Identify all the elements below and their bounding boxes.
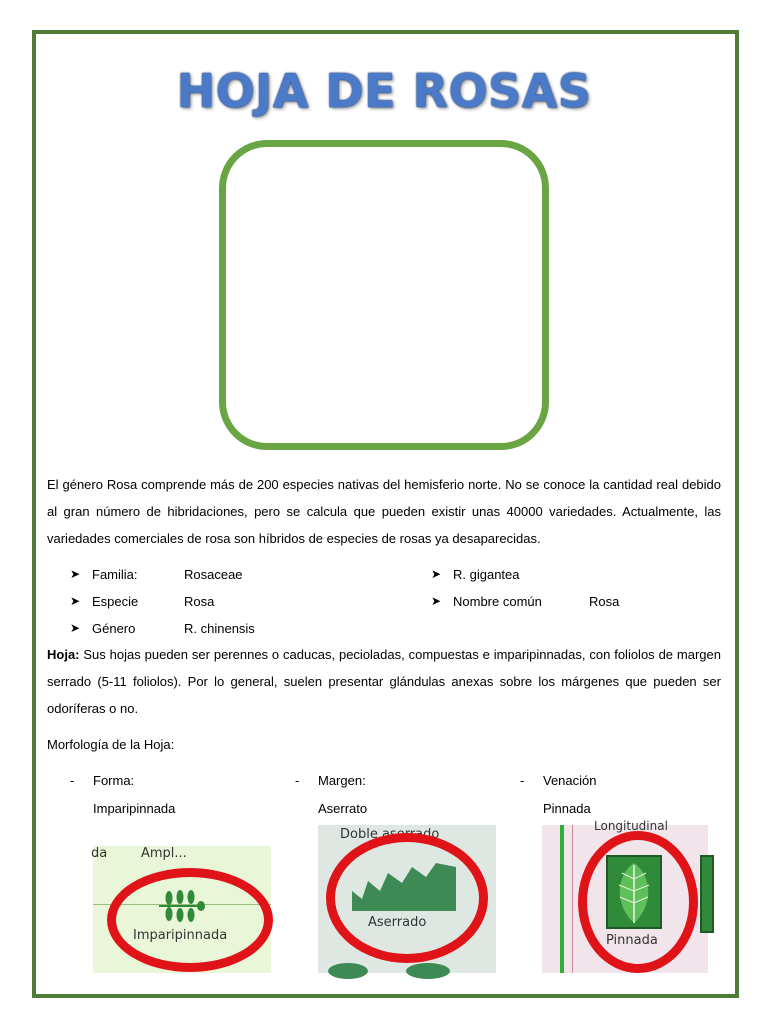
image-caption: Aserrado	[368, 915, 427, 930]
image-caption: Pinnada	[606, 933, 658, 948]
taxonomy-value: R. chinensis	[184, 621, 255, 636]
image-top-text: Ampl...	[141, 846, 187, 861]
dash-bullet: -	[520, 773, 525, 788]
leaf-label: Hoja:	[47, 647, 80, 662]
taxonomy-label: Especie	[92, 594, 139, 609]
leaf-margin-image	[318, 825, 496, 973]
taxonomy-item-gigantea	[431, 561, 619, 588]
arrow-bullet-icon: ➤	[70, 621, 81, 635]
taxonomy-item-especie	[70, 588, 255, 615]
page-title: HOJA DE ROSAS	[176, 64, 592, 118]
leaf-shape-image	[93, 846, 271, 973]
partial-leaf-icon	[700, 855, 714, 933]
dash-bullet: -	[70, 773, 75, 788]
taxonomy-label: Nombre común	[453, 594, 542, 609]
taxonomy-item-nombre-comun	[431, 588, 619, 615]
morphology-label: Margen:	[318, 773, 366, 788]
taxonomy-item-familia	[70, 561, 255, 588]
morphology-label: Forma:	[93, 773, 135, 788]
taxonomy-list-left	[70, 561, 255, 642]
taxonomy-label: R. gigantea	[453, 567, 520, 582]
morphology-label: Venación	[543, 773, 597, 788]
taxonomy-list-right	[431, 561, 619, 615]
arrow-bullet-icon: ➤	[431, 594, 442, 608]
intro-paragraph: El género Rosa comprende más de 200 especies nativas del hemisferio norte. No se conoce la cantidad real debido al gran número de hibridaciones, pero se calcula que pueden existir unas 40000 variedades. Actualmente, las variedades comerciales de rosa son híbridos de especies de rosas ya desaparecidas.	[47, 477, 721, 546]
highlight-circle-icon	[107, 868, 273, 972]
taxonomy-label: Familia:	[92, 567, 138, 582]
taxonomy-value: Rosa	[184, 594, 215, 609]
divider-line	[560, 825, 564, 973]
arrow-bullet-icon: ➤	[431, 567, 442, 581]
arrow-bullet-icon: ➤	[70, 594, 81, 608]
morphology-heading: Morfología de la Hoja:	[47, 737, 175, 752]
leaf-text: Sus hojas pueden ser perennes o caducas, pecioladas, compuestas e imparipinnadas, con foliolos de margen serrado (5-11 foliolos). Por lo general, suelen presentar glándulas anexas sobre los márgenes que pueden ser odoríferas o no.	[47, 647, 721, 716]
leaf-paragraph	[47, 641, 721, 722]
image-side-text: da	[91, 846, 108, 861]
image-placeholder-frame	[219, 140, 549, 450]
highlight-circle-icon	[578, 831, 698, 973]
image-top-text: Longitudinal	[594, 819, 668, 833]
image-top-text: Doble aserrado	[340, 827, 440, 842]
morphology-value: Aserrato	[318, 801, 368, 816]
taxonomy-item-genero	[70, 615, 255, 642]
image-caption: Imparipinnada	[133, 928, 228, 943]
highlight-circle-icon	[326, 833, 488, 963]
taxonomy-value: Rosaceae	[184, 567, 243, 582]
dash-bullet: -	[295, 773, 300, 788]
morphology-value: Imparipinnada	[93, 801, 176, 816]
taxonomy-label: Género	[92, 621, 136, 636]
arrow-bullet-icon: ➤	[70, 567, 81, 581]
divider-line	[572, 825, 573, 973]
taxonomy-value: Rosa	[589, 594, 620, 609]
morphology-value: Pinnada	[543, 801, 591, 816]
leaf-venation-image	[542, 819, 708, 973]
